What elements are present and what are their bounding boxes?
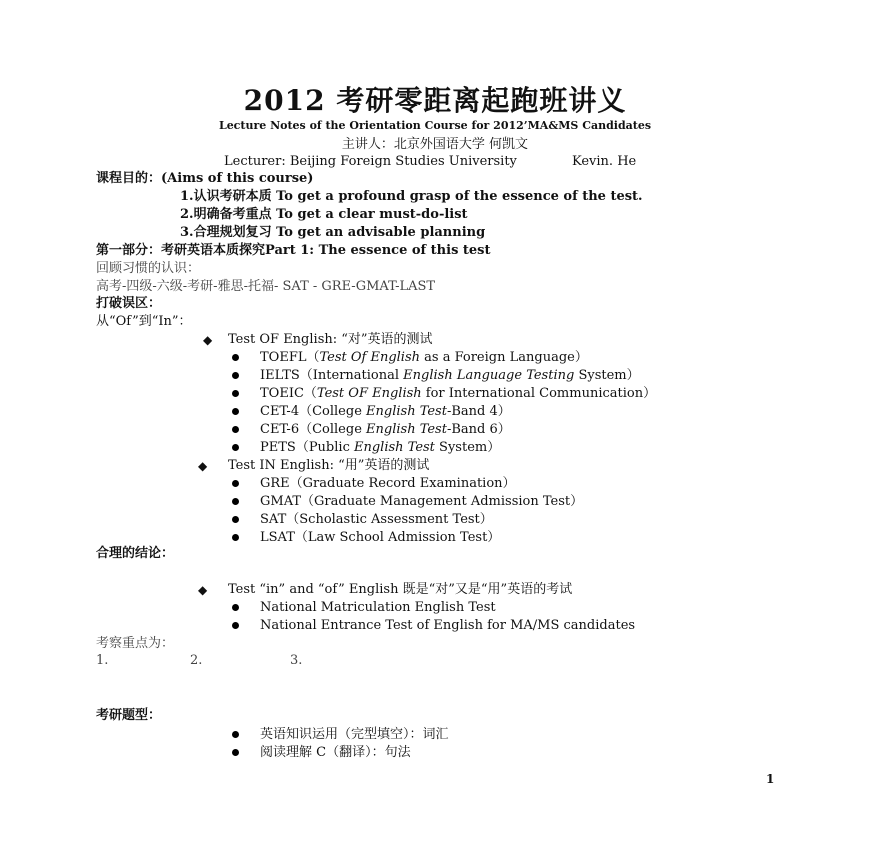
bullet-dot-icon [232,426,239,433]
part1-heading [96,243,491,259]
test-in-item-sat: SAT（Scholastic Assessment Test） [260,512,493,527]
bullet-dot-icon [232,498,239,505]
document-title: 2012 考研零距离起跑班讲义 [243,84,627,117]
aims-item-1-cn: 1.认识考研本质 [180,189,272,204]
item-italic: English Test [353,440,435,455]
bullet-dot-icon [232,731,239,738]
part1-heading-cn: 第一部分：考研英语本质探究 [96,243,266,258]
item-text: TOEIC（ [260,386,317,401]
aims-item-2-en: To get a clear must-do-list [276,207,468,222]
test-of-heading: Test OF English: “对”英语的测试 [228,332,433,347]
bullet-dot-icon [232,354,239,361]
item-italic: Test Of English [319,350,421,365]
type-item-2: 阅读理解 C（翻译）：句法 [260,745,411,760]
document-subtitle: Lecture Notes of the Orientation Course for 2012’MA&MS Candidates [218,119,652,132]
of-in-text: 从“Of”到“In”： [96,314,192,329]
speaker-en-left: Lecturer: Beijing Foreign Studies University [224,154,517,169]
test-in-item-gmat: GMAT（Graduate Management Admission Test） [260,494,584,509]
aims-item-1-en: To get a profound grasp of the essence of the test. [276,189,643,204]
bullet-dot-icon [232,534,239,541]
item-italic: English Language Testing [403,368,575,383]
test-of-item-cet6 [260,422,511,438]
focus-num-2: 2. [190,653,203,668]
aims-item-3-cn: 3.合理规划复习 [180,225,272,240]
aims-label-cn: 课程目的： [96,171,162,186]
test-of-item-pets [260,440,500,456]
item-text: System） [434,440,501,455]
item-text: TOEFL（ [260,350,320,365]
page-number: 1 [766,772,775,786]
focus-num-1: 1. [96,653,109,668]
aims-item-1 [180,189,643,205]
conclusion-item-1: National Matriculation English Test [260,600,496,615]
item-italic: Test OF English [316,386,422,401]
item-text: CET-4（College [260,404,367,419]
item-text: IELTS（International [260,368,404,383]
diamond-bullet-icon: ◆ [203,333,213,347]
review-label: 回顾习惯的认识： [96,261,201,276]
bullet-dot-icon [232,516,239,523]
item-text: PETS（Public [260,440,354,455]
types-label: 考研题型： [96,708,162,723]
aims-item-2-cn: 2.明确备考重点 [180,207,272,222]
type-item-1: 英语知识运用（完型填空）：词汇 [260,727,449,742]
conclusion-heading: Test “in” and “of” English 既是“对”又是“用”英语的考试 [228,582,573,597]
item-text: -Band 4） [446,404,511,419]
diamond-bullet-icon: ◆ [198,583,208,597]
diamond-bullet-icon: ◆ [198,459,208,473]
review-text: 高考-四级-六级-考研-雅思-托福- SAT - GRE-GMAT-LAST [96,279,436,294]
aims-item-3 [180,225,485,241]
bullet-dot-icon [232,408,239,415]
item-text: -Band 6） [446,422,511,437]
speaker-en-right: Kevin. He [572,154,637,169]
aims-item-3-en: To get an advisable planning [276,225,486,240]
item-text: CET-6（College [260,422,367,437]
bullet-dot-icon [232,444,239,451]
aims-item-2 [180,207,468,223]
item-italic: English Test [366,404,447,419]
test-in-heading: Test IN English: “用”英语的测试 [228,458,430,473]
test-in-item-gre: GRE（Graduate Record Examination） [260,476,516,491]
test-of-item-toefl [260,350,588,366]
aims-label [96,171,313,187]
item-text: for International Communication） [421,386,657,401]
test-of-item-ielts [260,368,640,384]
aims-label-en: (Aims of this course) [161,171,314,186]
focus-num-3: 3. [290,653,303,668]
bullet-dot-icon [232,622,239,629]
bullet-dot-icon [232,604,239,611]
item-text: as a Foreign Language） [420,350,588,365]
focus-label: 考察重点为： [96,636,175,651]
test-of-item-toeic [260,386,656,402]
bullet-dot-icon [232,480,239,487]
bullet-dot-icon [232,749,239,756]
item-italic: English Test [366,422,447,437]
test-in-item-lsat: LSAT（Law School Admission Test） [260,530,501,545]
part1-heading-en: Part 1: The essence of this test [265,243,491,258]
conclusion-item-2: National Entrance Test of English for MA/MS candidates [260,618,636,633]
speaker-cn: 主讲人：北京外国语大学 何凯文 [341,137,529,152]
break-label: 打破误区： [96,296,162,311]
item-text: System） [574,368,640,383]
test-of-item-cet4 [260,404,511,420]
bullet-dot-icon [232,390,239,397]
conclusion-label: 合理的结论： [96,546,175,561]
bullet-dot-icon [232,372,239,379]
